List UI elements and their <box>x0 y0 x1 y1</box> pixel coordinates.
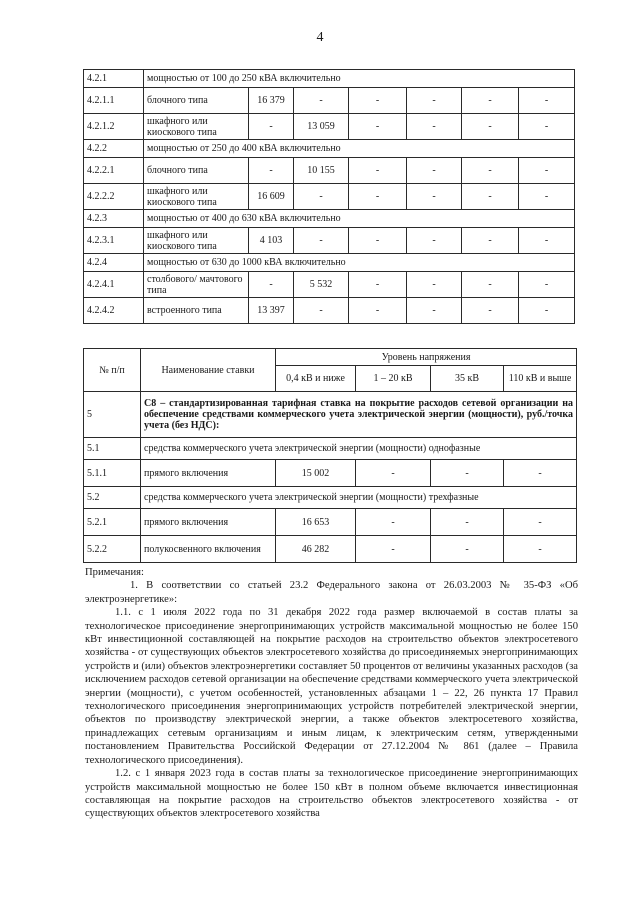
cell-value: 10 155 <box>294 158 349 184</box>
section-row <box>84 210 575 228</box>
header-col-name: Наименование ставки <box>141 349 276 392</box>
table-row <box>84 158 575 184</box>
cell-value: - <box>519 298 575 324</box>
header-level-110kv: 110 кВ и выше <box>504 366 577 392</box>
row-code: 4.2.1.2 <box>84 114 144 140</box>
notes-section <box>85 566 578 821</box>
cell-value: - <box>462 228 519 254</box>
note-1: 1. В соответствии со статьей 23.2 Федерального закона от 26.03.2003 № 35-ФЗ «Об электроэнергетике»: <box>85 580 578 605</box>
row-code: 4.2.3.1 <box>84 228 144 254</box>
cell-value: - <box>249 272 294 298</box>
cell-value: - <box>349 184 407 210</box>
cell-value: - <box>349 272 407 298</box>
table-row <box>84 509 577 536</box>
cell-value: - <box>249 114 294 140</box>
tariff-title: С8 – стандартизированная тарифная ставка на покрытие расходов сетевой организации на обеспечение средствами коммерческого учета электрической энергии (мощности), руб./точка учета (без НДС): <box>141 392 577 438</box>
cell-value: - <box>407 114 462 140</box>
row-name: полукосвенного включения <box>141 536 276 563</box>
row-code: 5.1 <box>84 438 141 460</box>
cell-value: - <box>431 460 504 487</box>
row-name: блочного типа <box>144 158 249 184</box>
row-code: 4.2.3 <box>84 210 144 228</box>
row-code: 4.2.2.1 <box>84 158 144 184</box>
cell-value: 4 103 <box>249 228 294 254</box>
cell-value: - <box>462 114 519 140</box>
cell-value: - <box>407 184 462 210</box>
row-code: 4.2.4.2 <box>84 298 144 324</box>
header-level-1-20kv: 1 – 20 кВ <box>356 366 431 392</box>
header-voltage-level: Уровень напряжения <box>276 349 577 366</box>
section-title: мощностью от 250 до 400 кВА включительно <box>144 140 575 158</box>
row-name: прямого включения <box>141 509 276 536</box>
row-code: 5.1.1 <box>84 460 141 487</box>
row-name: шкафного или киоскового типа <box>144 228 249 254</box>
header-level-35kv: 35 кВ <box>431 366 504 392</box>
cell-value: - <box>407 298 462 324</box>
cell-value: - <box>504 509 577 536</box>
page-number: 4 <box>316 30 324 45</box>
row-code: 5 <box>84 392 141 438</box>
section-title: средства коммерческого учета электрической энергии (мощности) однофазные <box>141 438 577 460</box>
row-code: 5.2.2 <box>84 536 141 563</box>
row-name: столбового/ мачтового типа <box>144 272 249 298</box>
table-row <box>84 298 575 324</box>
cell-value: - <box>349 298 407 324</box>
row-code: 5.2 <box>84 487 141 509</box>
note-1-1: 1.1. с 1 июля 2022 года по 31 декабря 2022 года размер включаемой в состав платы за технологическое присоединение энергопринимающих устройств максимальной мощностью не более 150 кВт инвестиционной составляющей на покрытие расходов на строительство объектов электросетевого хозяйства - от существующих объектов электросетевого хозяйства до присоединяемых энергопринимающих устройств и (или) объектов электроэнергетики составляет 50 процентов от величины указанных расходов (за исключением расходов сетевой организации на обеспечение средствами коммерческого учета электрической энергии (мощности), с учетом особенностей, установленных абзацами 1 – 22, 26 пункта 17 Правил технологического присоединения энергопринимающих устройств потребителей электрической энергии, объектов по производству электрической энергии, а также объектов электросетевого хозяйства, принадлежащих сетевым организациям и иным лицам, к электрическим сетям, утвержденными постановлением Правительства Российской Федерации от 27.12.2004 № 861 (далее – Правила технологического присоединения). <box>85 607 578 766</box>
header-level-04kv: 0,4 кВ и ниже <box>276 366 356 392</box>
table-row <box>84 460 577 487</box>
row-code: 4.2.4.1 <box>84 272 144 298</box>
table-row <box>84 536 577 563</box>
cell-value: - <box>462 88 519 114</box>
cell-value: - <box>519 228 575 254</box>
cell-value: 5 532 <box>294 272 349 298</box>
table-row <box>84 228 575 254</box>
table-row <box>84 114 575 140</box>
section-title: средства коммерческого учета электрической энергии (мощности) трехфазные <box>141 487 577 509</box>
cell-value: - <box>519 158 575 184</box>
cell-value: 16 609 <box>249 184 294 210</box>
cell-value: - <box>519 272 575 298</box>
row-name: прямого включения <box>141 460 276 487</box>
table-row <box>84 272 575 298</box>
cell-value: - <box>407 88 462 114</box>
title-row <box>84 392 577 438</box>
tariff-table-connection-points <box>83 69 575 324</box>
cell-value: - <box>349 114 407 140</box>
row-code: 5.2.1 <box>84 509 141 536</box>
cell-value: - <box>349 228 407 254</box>
cell-value: 16 379 <box>249 88 294 114</box>
cell-value: 15 002 <box>276 460 356 487</box>
row-name: шкафного или киоскового типа <box>144 184 249 210</box>
cell-value: - <box>431 536 504 563</box>
cell-value: - <box>294 228 349 254</box>
row-code: 4.2.1.1 <box>84 88 144 114</box>
row-code: 4.2.4 <box>84 254 144 272</box>
section-title: мощностью от 100 до 250 кВА включительно <box>144 70 575 88</box>
cell-value: - <box>431 509 504 536</box>
note-1-2: 1.2. с 1 января 2023 года в состав платы за технологическое присоединение энергопринимающих устройств максимальной мощностью не более 150 кВт в полном объеме включается инвестиционная составляющая на покрытие расходов на строительство объектов электросетевого хозяйства - от существующих объектов электросетевого хозяйства <box>85 768 578 820</box>
cell-value: - <box>356 536 431 563</box>
section-row <box>84 487 577 509</box>
row-code: 4.2.1 <box>84 70 144 88</box>
cell-value: - <box>249 158 294 184</box>
cell-value: - <box>504 460 577 487</box>
cell-value: - <box>294 88 349 114</box>
section-row <box>84 254 575 272</box>
row-name: блочного типа <box>144 88 249 114</box>
section-row <box>84 70 575 88</box>
cell-value: - <box>519 184 575 210</box>
header-col-number: № п/п <box>84 349 141 392</box>
section-title: мощностью от 400 до 630 кВА включительно <box>144 210 575 228</box>
cell-value: - <box>462 158 519 184</box>
cell-value: - <box>519 88 575 114</box>
cell-value: - <box>294 298 349 324</box>
cell-value: - <box>349 158 407 184</box>
cell-value: - <box>349 88 407 114</box>
table-row <box>84 88 575 114</box>
row-name: встроенного типа <box>144 298 249 324</box>
cell-value: 16 653 <box>276 509 356 536</box>
section-row <box>84 438 577 460</box>
section-row <box>84 140 575 158</box>
row-name: шкафного или киоскового типа <box>144 114 249 140</box>
cell-value: - <box>462 184 519 210</box>
cell-value: - <box>462 272 519 298</box>
cell-value: 46 282 <box>276 536 356 563</box>
cell-value: - <box>407 228 462 254</box>
notes-heading: Примечания: <box>85 567 144 578</box>
cell-value: 13 397 <box>249 298 294 324</box>
table-row <box>84 184 575 210</box>
cell-value: - <box>504 536 577 563</box>
cell-value: - <box>407 272 462 298</box>
row-code: 4.2.2 <box>84 140 144 158</box>
cell-value: - <box>519 114 575 140</box>
cell-value: - <box>356 509 431 536</box>
cell-value: - <box>407 158 462 184</box>
cell-value: - <box>294 184 349 210</box>
cell-value: - <box>462 298 519 324</box>
cell-value: 13 059 <box>294 114 349 140</box>
section-title: мощностью от 630 до 1000 кВА включительно <box>144 254 575 272</box>
cell-value: - <box>356 460 431 487</box>
row-code: 4.2.2.2 <box>84 184 144 210</box>
tariff-table-metering <box>83 348 577 563</box>
